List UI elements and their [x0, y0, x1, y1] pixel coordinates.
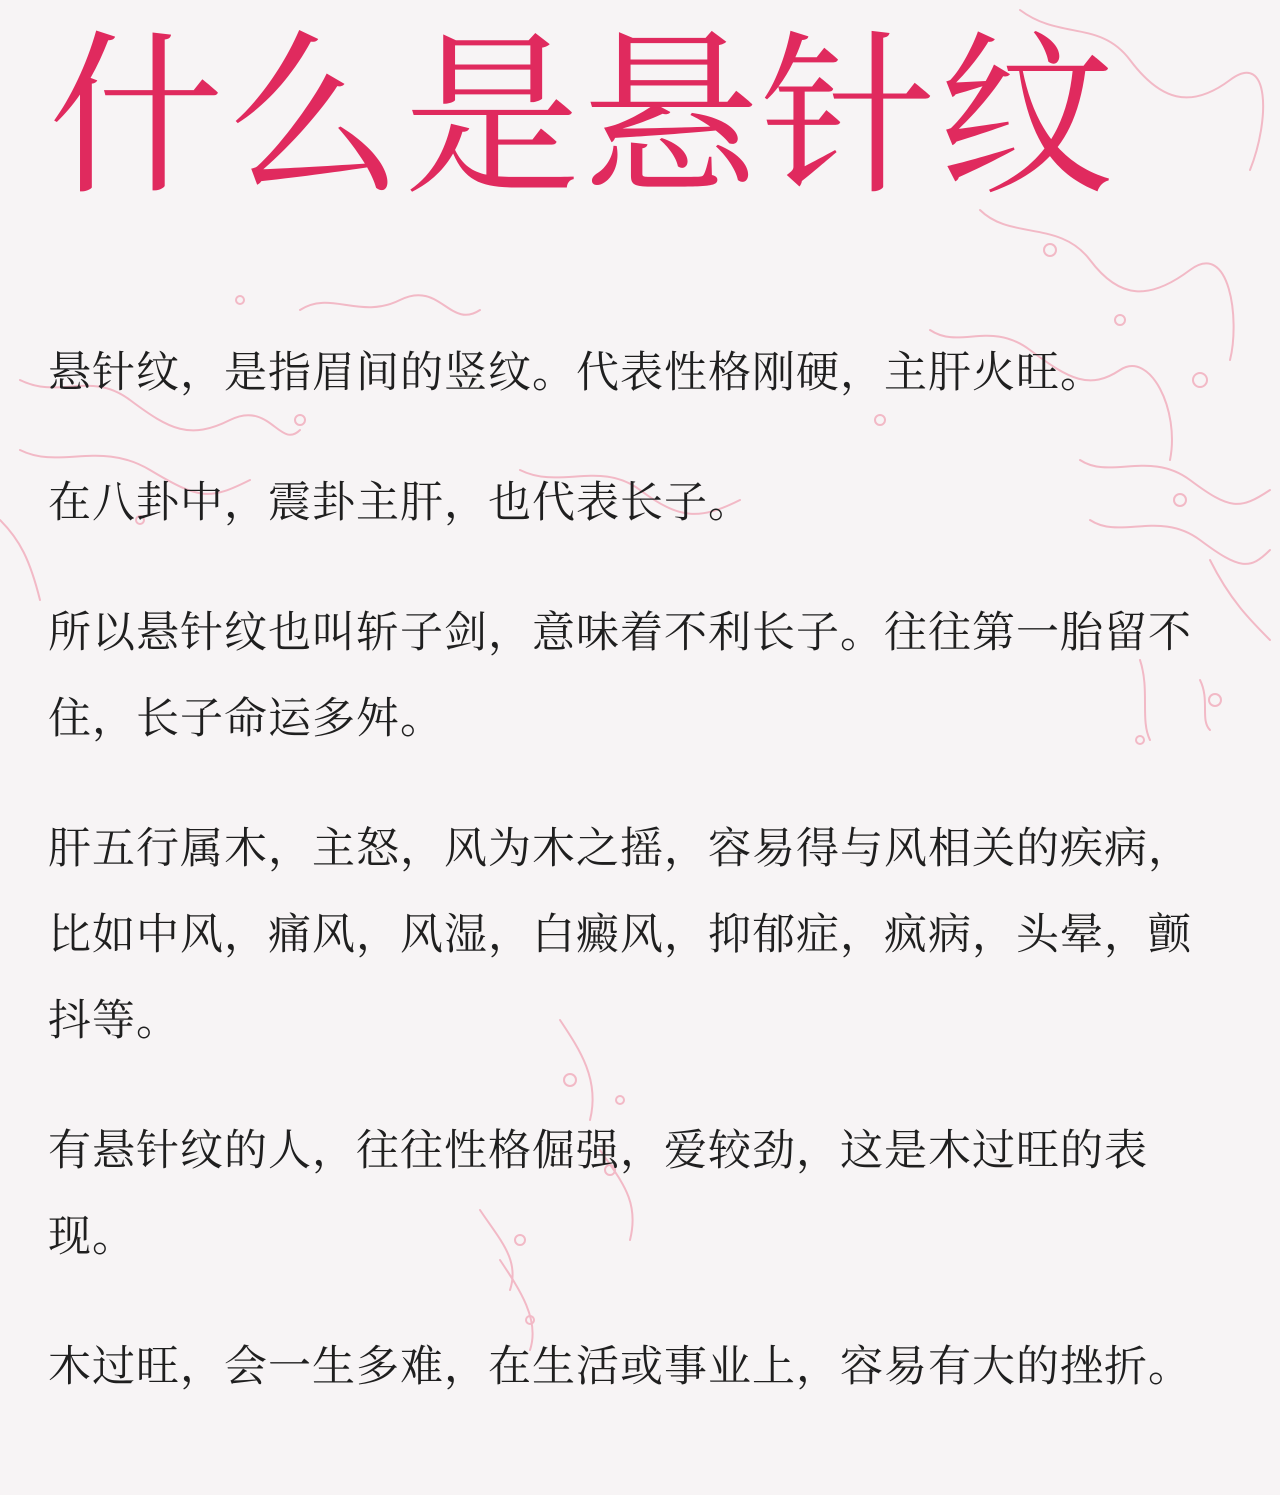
page-title: 什么是悬针纹	[48, 15, 1117, 220]
paragraph-5: 有悬针纹的人，往往性格倔强，爱较劲，这是木过旺的表现。	[48, 1126, 1148, 1262]
paragraph-6: 木过旺，会一生多难，在生活或事业上，容易有大的挫折。	[48, 1342, 1192, 1392]
document-body	[48, 330, 1218, 1454]
paragraph-4: 肝五行属木，主怒，风为木之摇，容易得与风相关的疾病，比如中风，痛风，风湿，白癜风，抑郁症，疯病，头晕，颤抖等。	[48, 824, 1192, 1046]
paragraph-3: 所以悬针纹也叫斩子剑，意味着不利长子。往往第一胎留不住，长子命运多舛。	[48, 608, 1192, 744]
paragraph-1: 悬针纹，是指眉间的竖纹。代表性格刚硬，主肝火旺。	[48, 348, 1104, 398]
paragraph-2: 在八卦中，震卦主肝，也代表长子。	[48, 478, 752, 528]
